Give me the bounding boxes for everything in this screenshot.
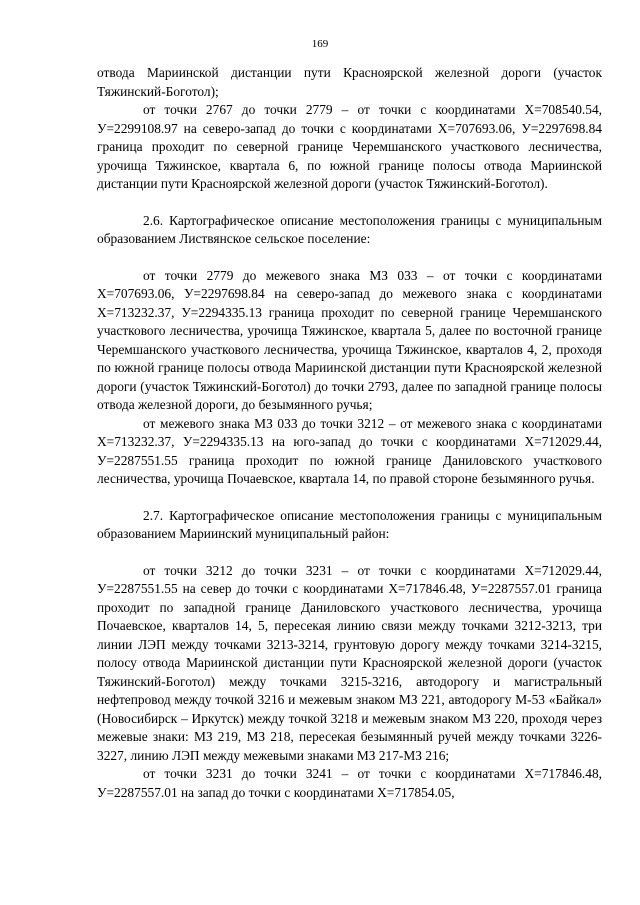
section-heading-2-6: 2.6. Картографическое описание местоположения границы с муниципальным образованием Листвянское сельское поселение: [97,212,602,246]
paragraph-segment-2767-2779: от точки 2767 до точки 2779 – от точки с координатами Х=708540.54, У=2299108.97 на северо-запад до точки с координатами Х=707693.06, У=2297698.84 граница проходит по северной границе Черемшанского участкового лесничества, урочища Тяжинское, квартала 6, по южной границе полосы отвода Мариинской дистанции пути Красноярской железной дороги (участок Тяжинский-Боготол). [97,102,602,191]
paragraph-segment-3231-3241: от точки 3231 до точки 3241 – от точки с координатами Х=717846.48, У=2287557.01 на запад до точки с координатами Х=717854.05, [97,766,602,800]
paragraph-segment-3212-3231: от точки 3212 до точки 3231 – от точки с координатами Х=712029.44, У=2287551.55 на север до точки с координатами Х=717846.48, У=2287557.01 граница проходит по западной границе Даниловского участкового лесничества, урочища Почаевское, кварталов 14, 5, пересекая линию связи между точками 3212-3213, три линии ЛЭП между точками 3213-3214, грунтовую дорогу между точками 3214-3215, полосу отвода Мариинской дистанции пути Красноярской железной дороги (участок Тяжинский-Боготол) между точками 3215-3216, автодорогу и магистральный нефтепровод между точкой 3216 и межевым знаком МЗ 221, автодорогу М-53 «Байкал» (Новосибирск – Иркутск) между точкой 3218 и межевым знаком МЗ 220, проходя через межевые знаки: МЗ 219, МЗ 218, пересекая безымянный ручей между точками 3226-3227, линию ЛЭП между межевыми знаками МЗ 217-МЗ 216; [97,562,602,763]
document-body [97,64,602,802]
paragraph-segment-mz033-3212: от межевого знака МЗ 033 до точки 3212 – от межевого знака с координатами Х=713232.37, У=2294335.13 на юго-запад до точки с координатами Х=712029.44, У=2287551.55 граница проходит по южной границе Даниловского участкового лесничества, урочища Почаевское, квартала 14, по правой стороне безымянного ручья. [97,415,602,486]
page-number: 169 [311,38,329,50]
section-heading-2-7: 2.7. Картографическое описание местоположения границы с муниципальным образованием Мариинский муниципальный район: [97,507,602,541]
paragraph-continuation: отвода Мариинской дистанции пути Красноярской железной дороги (участок Тяжинский-Боготол); [97,65,602,99]
paragraph-segment-2779-mz033: от точки 2779 до межевого знака МЗ 033 – от точки с координатами Х=707693.06, У=2297698.84 на северо-запад до межевого знака с координатами Х=713232.37, У=2294335.13 граница проходит по северной границе Черемшанского участкового лесничества, урочища Тяжинское, квартала 5, далее по восточной границе Черемшанского участкового лесничества, урочища Тяжинское, кварталов 4, 2, проходя по южной границе полосы отвода Мариинской дистанции пути Красноярской железной дороги (участок Тяжинский-Боготол) до точки 2793, далее по западной границе полосы отвода железной дороги, до безымянного ручья; [97,267,602,412]
